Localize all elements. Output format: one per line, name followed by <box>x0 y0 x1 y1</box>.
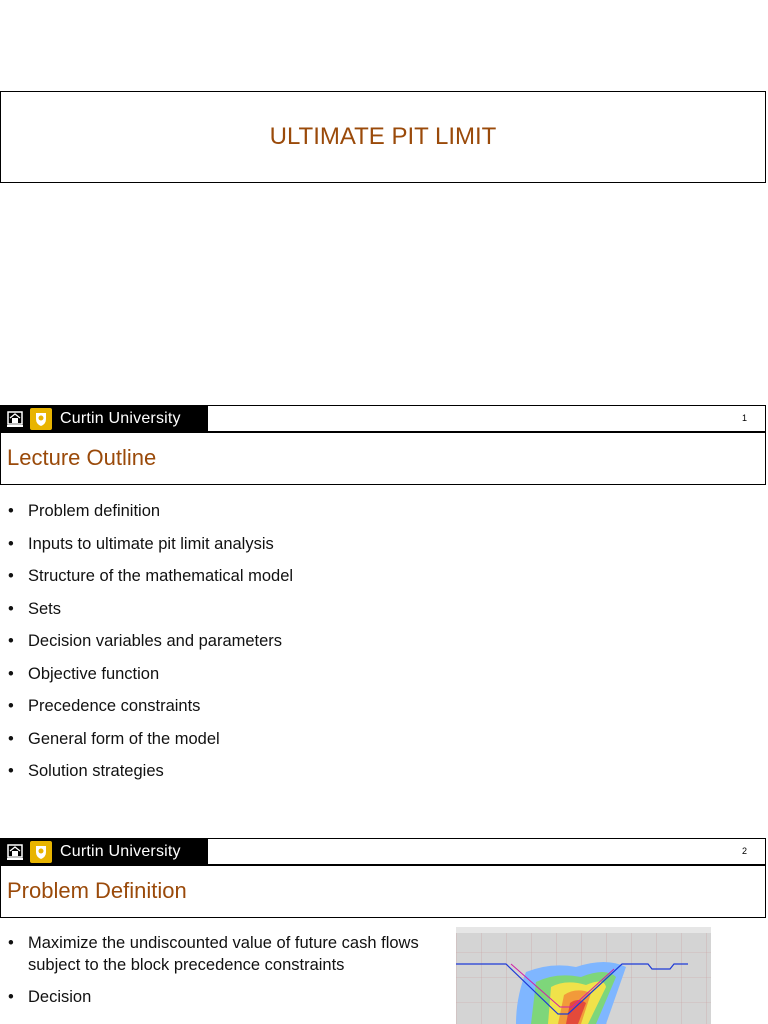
shield-icon <box>30 408 52 430</box>
curtin-logo <box>1 406 208 432</box>
bullet-list <box>0 932 420 1018</box>
list-item: • Decision <box>0 986 420 1008</box>
list-item: • General form of the model <box>0 728 293 750</box>
list-item: • Solution strategies <box>0 760 293 782</box>
page-number: 2 <box>741 846 747 856</box>
slide-heading: Problem Definition <box>7 878 187 903</box>
curtin-logo <box>1 839 208 865</box>
slide-title: ULTIMATE PIT LIMIT <box>269 123 497 150</box>
slide-header-bar <box>0 405 766 433</box>
page-number: 1 <box>741 413 747 423</box>
slide-header-bar <box>0 838 766 866</box>
list-item: • Inputs to ultimate pit limit analysis <box>0 533 293 555</box>
brand-name: Curtin University <box>60 410 181 427</box>
list-item: • Precedence constraints <box>0 695 293 717</box>
list-item: • Objective function <box>0 663 293 685</box>
block-model-figure <box>456 927 711 1024</box>
heading-box <box>0 433 766 485</box>
slide-heading: Lecture Outline <box>7 445 157 470</box>
list-item: • Decision variables and parameters <box>0 630 293 652</box>
brand-name: Curtin University <box>60 843 181 860</box>
cut-off-text-line <box>56 1018 386 1024</box>
list-item: • Maximize the undiscounted value of future cash flows subject to the block precedence constraints <box>0 932 420 976</box>
crest-icon <box>4 841 26 863</box>
shield-icon <box>30 841 52 863</box>
bullet-list <box>0 500 293 793</box>
list-item: • Sets <box>0 598 293 620</box>
title-slide-box <box>0 91 766 183</box>
list-item: • Problem definition <box>0 500 293 522</box>
crest-icon <box>4 408 26 430</box>
heading-box <box>0 866 766 918</box>
list-item: • Structure of the mathematical model <box>0 565 293 587</box>
slide-lecture-outline <box>0 405 768 805</box>
